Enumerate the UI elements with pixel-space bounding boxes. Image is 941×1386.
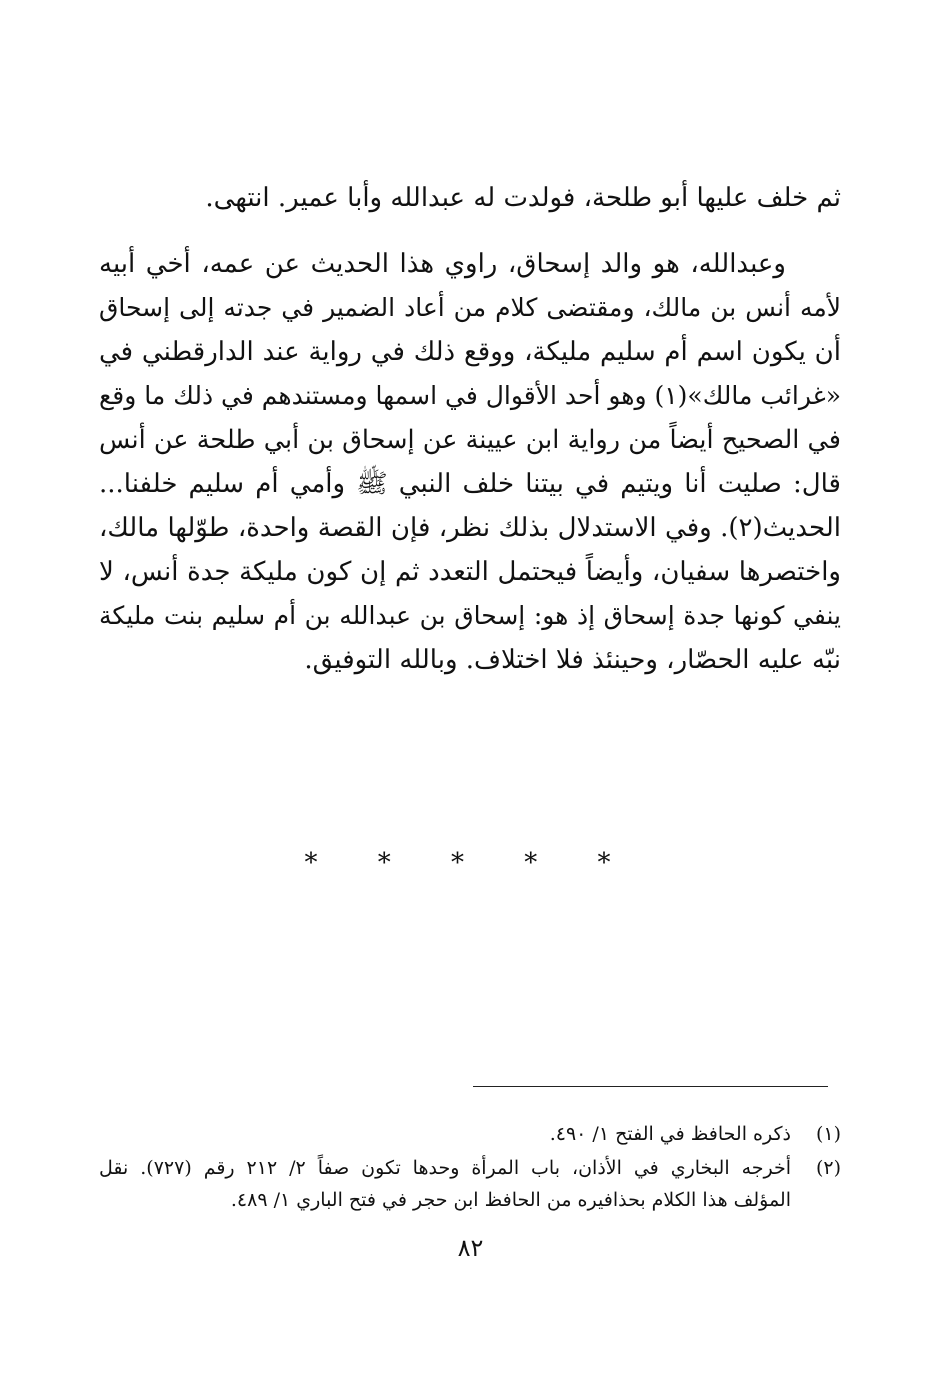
paragraph-line: الحديث(٢). وفي الاستدلال بذلك نظر، فإن القصة واحدة، طوّلها مالك،: [99, 513, 841, 543]
footnote-text: ذكره الحافظ في الفتح ١/ ٤٩٠.: [549, 1123, 791, 1145]
paragraph-line: قال: صليت أنا ويتيم في بيتنا خلف النبي ﷺ وأمي أم سليم خلفنا...: [99, 469, 841, 499]
footnote-1: [0, 1120, 941, 1148]
footnote-text: المؤلف هذا الكلام بحذافيره من الحافظ ابن حجر في فتح الباري ١/ ٤٨٩.: [230, 1189, 791, 1211]
footnote-rule: [473, 1086, 828, 1087]
paragraph-line: أن يكون اسم أم سليم مليكة، ووقع ذلك في رواية عند الدارقطني في: [99, 337, 841, 367]
section-separator: * * * * *: [304, 848, 637, 878]
paragraph-line: وعبدالله، هو والد إسحاق، راوي هذا الحديث عن عمه، أخي أبيه: [99, 249, 786, 279]
footnote-text: أخرجه البخاري في الأذان، باب المرأة وحدها تكون صفاً ٢/ ٢١٢ رقم (٧٢٧). نقل: [99, 1157, 792, 1179]
footnote-number: (٢): [815, 1157, 841, 1179]
paragraph-line: في الصحيح أيضاً من رواية ابن عيينة عن إسحاق بن أبي طلحة عن أنس: [99, 425, 841, 455]
paragraph-line: «غرائب مالك»(١) وهو أحد الأقوال في اسمها ومستندهم في ذلك ما وقع: [99, 381, 841, 410]
paragraph-line: ينفي كونها جدة إسحاق إذ هو: إسحاق بن عبدالله بن أم سليم بنت مليكة: [99, 601, 841, 630]
footnote-2: [0, 1154, 941, 1214]
opening-line: ثم خلف عليها أبو طلحة، فولدت له عبدالله وأبا عمير. انتهى.: [205, 183, 841, 213]
paragraph-line: نبّه عليه الحصّار، وحينئذ فلا اختلاف. وبالله التوفيق.: [304, 645, 841, 675]
paragraph-line: لأمه أنس بن مالك، ومقتضى كلام من أعاد الضمير في جدته إلى إسحاق: [99, 293, 841, 322]
footnote-number: (١): [815, 1123, 841, 1145]
paragraph-line: واختصرها سفيان، وأيضاً فيحتمل التعدد ثم إن كون مليكة جدة أنس، لا: [99, 557, 841, 587]
page-number: ٨٢: [457, 1234, 484, 1262]
